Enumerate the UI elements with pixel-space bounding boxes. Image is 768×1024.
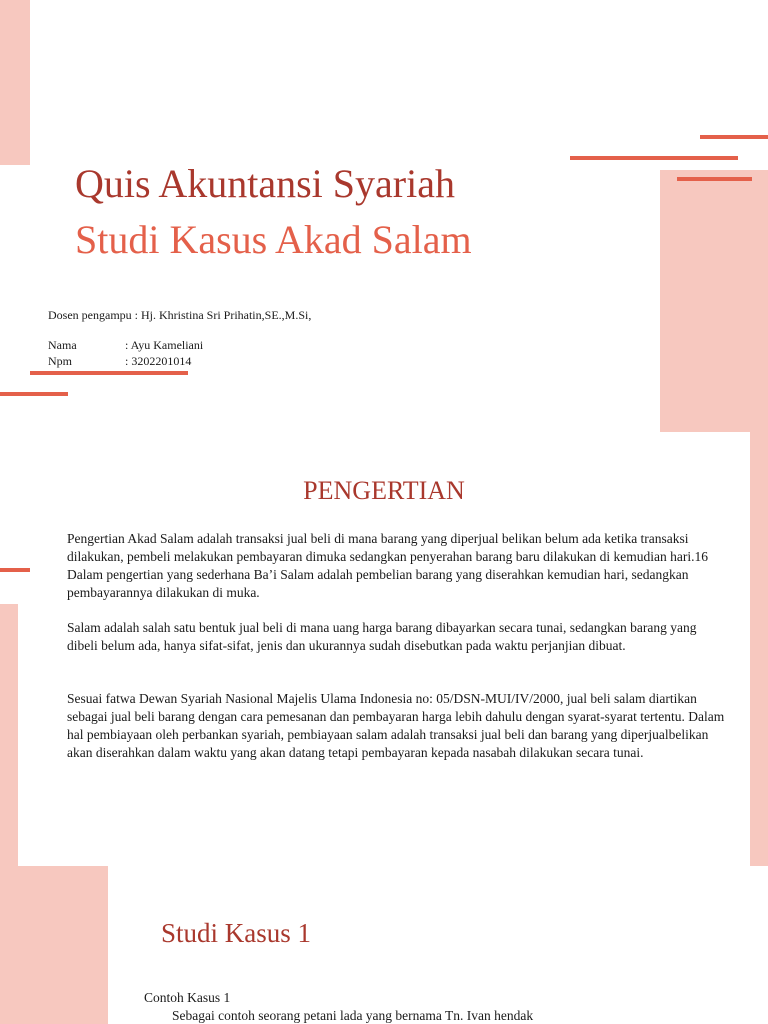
- case-study-slide: [0, 866, 768, 1024]
- lecturer-text: Dosen pengampu : Hj. Khristina Sri Prihatin,SE.,M.Si,: [48, 308, 312, 322]
- definition-slide: [0, 432, 768, 866]
- decor-line: [0, 568, 30, 572]
- decor-line: [0, 392, 68, 396]
- npm-label: Npm: [48, 354, 72, 368]
- decor-block-left: [0, 866, 108, 1024]
- decor-line: [700, 135, 768, 139]
- decor-line: [570, 156, 738, 160]
- case-text: Sebagai contoh seorang petani lada yang bernama Tn. Ivan hendak: [172, 1008, 534, 1023]
- name-value: : Ayu Kameliani: [125, 338, 204, 352]
- decor-block-left: [0, 604, 18, 866]
- name-label: Nama: [48, 338, 77, 352]
- section-heading: PENGERTIAN: [303, 476, 465, 505]
- section-heading: Studi Kasus 1: [161, 918, 312, 948]
- document-title: Quis Akuntansi Syariah: [75, 161, 455, 206]
- paragraph: Salam adalah salah satu bentuk jual beli di mana uang harga barang dibayarkan secara tunai, sedangkan barang yang dibeli belum ada, hanya sifat-sifat, jenis dan ukurannya sudah disebutkan pada waktu perjanjian dibuat.: [67, 620, 697, 653]
- decor-line: [30, 371, 188, 375]
- title-slide: [0, 0, 768, 432]
- document-subtitle: Studi Kasus Akad Salam: [75, 217, 472, 262]
- decor-line: [677, 177, 752, 181]
- paragraph: Pengertian Akad Salam adalah transaksi jual beli di mana barang yang diperjual belikan belum ada ketika transaksi dilakukan, pembeli melakukan pembayaran dimuka sedangkan penyerahan barang baru dilakukan di kemudian hari.16 Dalam pengertian yang sederhana Ba’i Salam adalah pembelian barang yang diserahkan kemudian hari, sedangkan pembayarannya dilakukan di muka.: [67, 531, 709, 600]
- case-label: Contoh Kasus 1: [144, 990, 231, 1005]
- decor-block-left: [0, 0, 30, 165]
- decor-block-right: [660, 170, 768, 432]
- npm-value: : 3202201014: [125, 354, 192, 368]
- paragraph: Sesuai fatwa Dewan Syariah Nasional Majelis Ulama Indonesia no: 05/DSN-MUI/IV/2000, jual beli salam diartikan sebagai jual beli barang dengan cara pemesanan dan pembayaran harga lebih dahulu dengan syarat-syarat tertentu. Dalam hal pembiayaan oleh perbankan syariah, pembiayaan salam adalah transaksi jual beli dan barang yang diperjualbelikan akan diserahkan dalam waktu yang akan datang tetapi pembayaran kepada nasabah dilakukan secara tunai.: [67, 691, 725, 760]
